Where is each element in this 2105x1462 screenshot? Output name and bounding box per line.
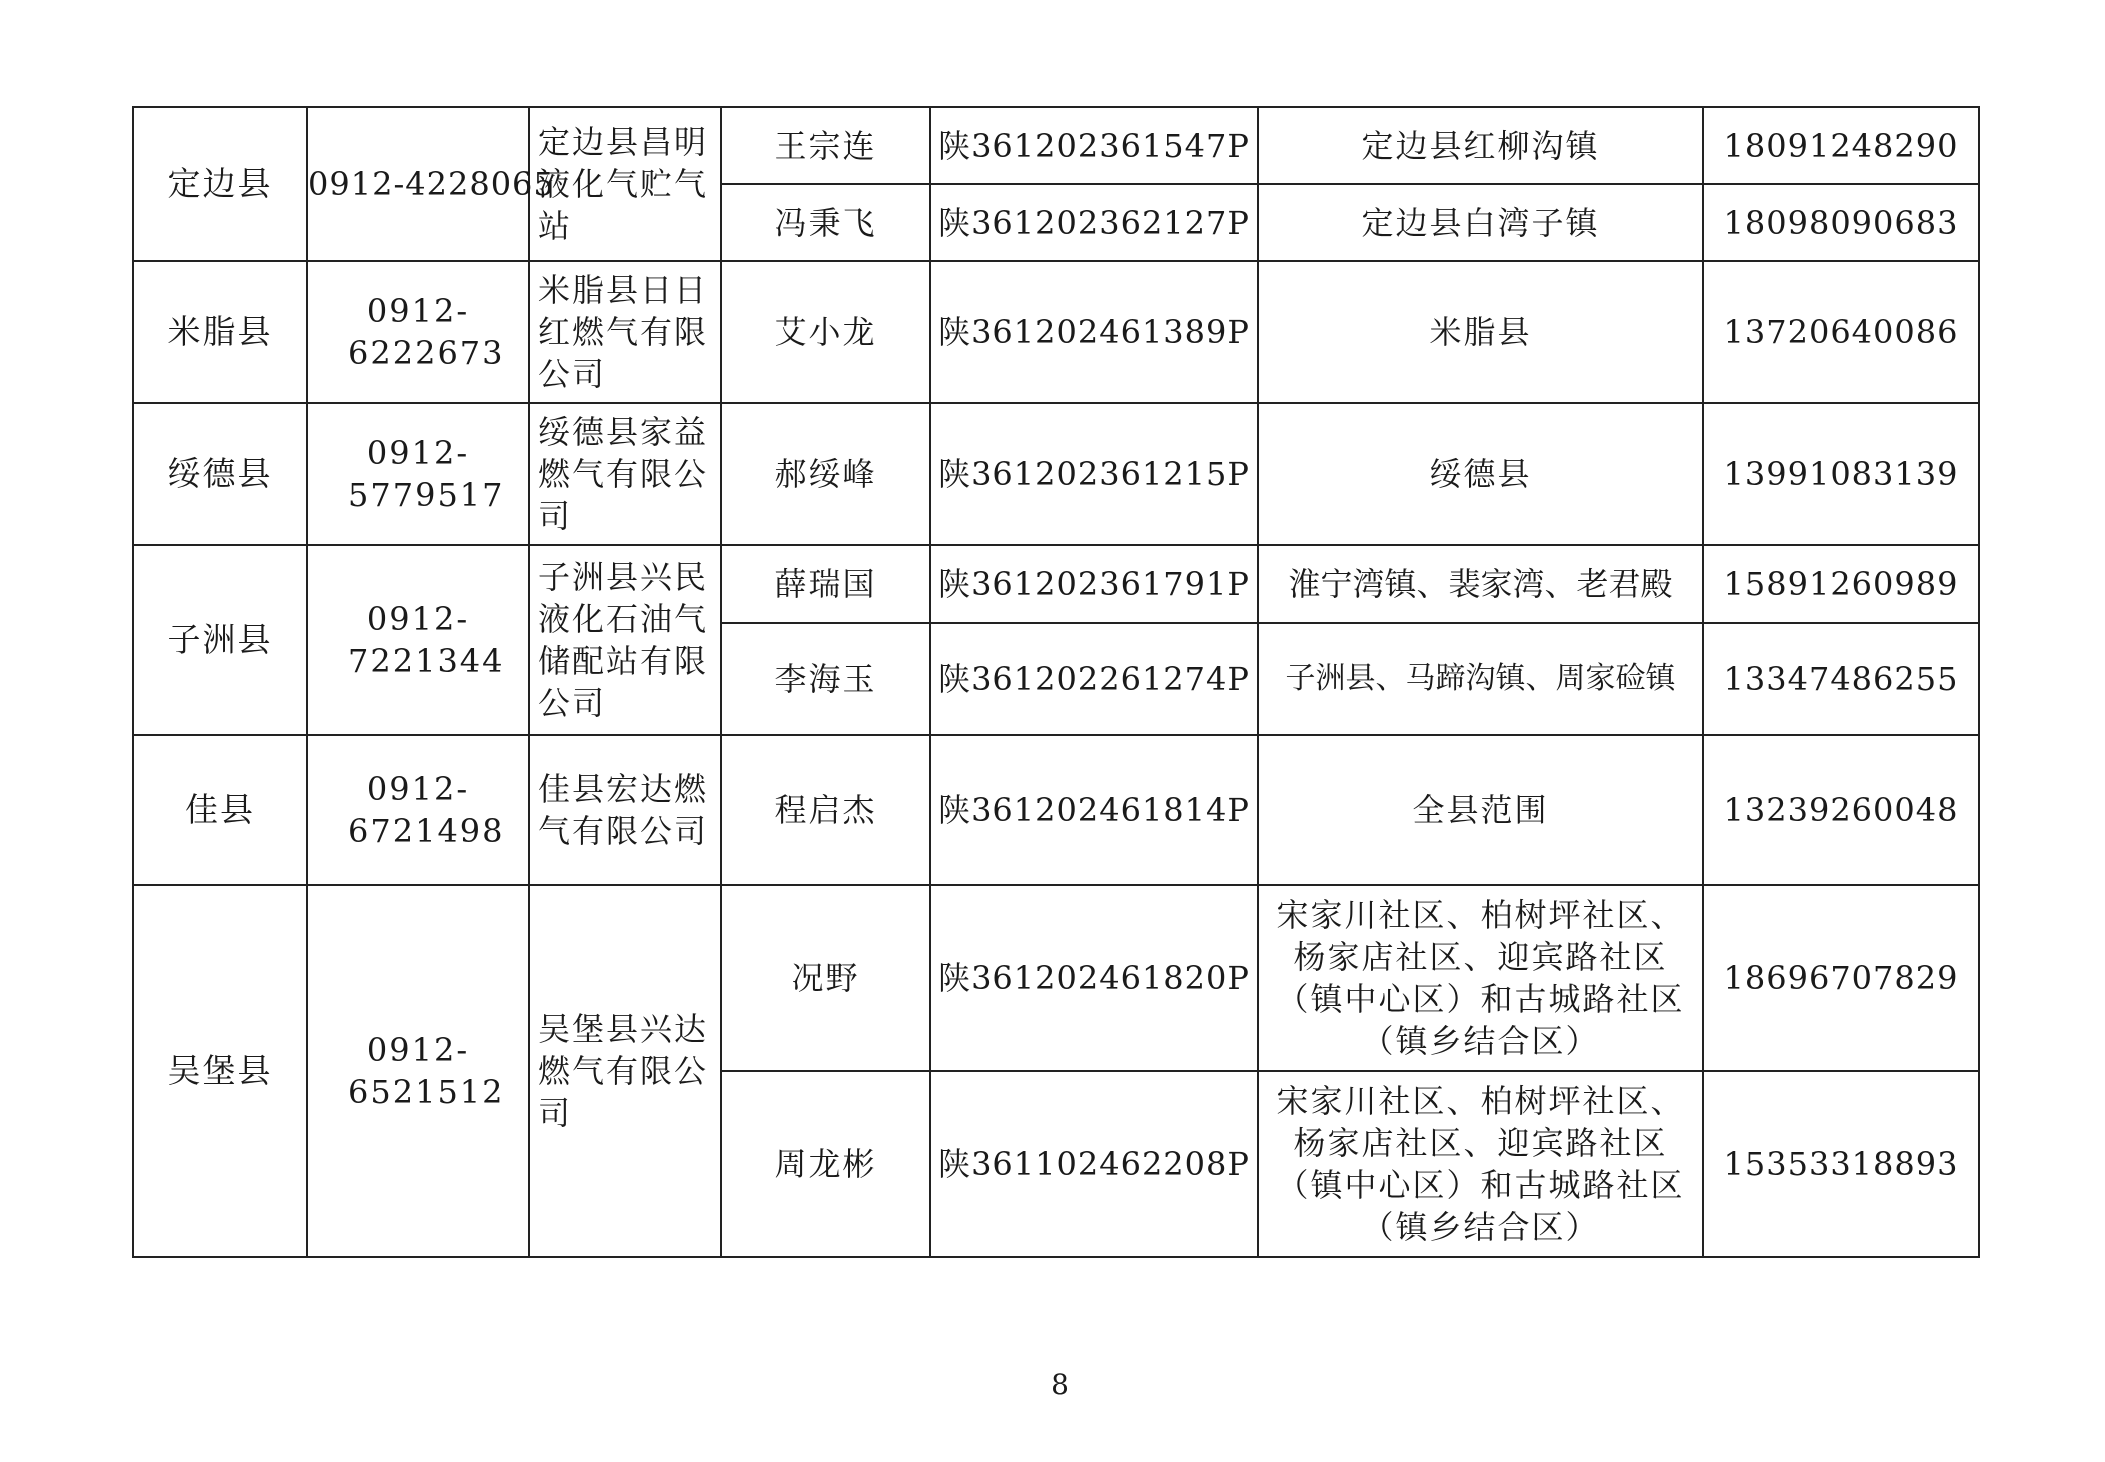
license-number-cell: 陕361202362127P — [930, 184, 1258, 261]
office-phone-cell: 0912-6222673 — [307, 261, 529, 403]
mobile-phone-cell: 13720640086 — [1703, 261, 1979, 403]
service-area-cell: 淮宁湾镇、裴家湾、老君殿 — [1258, 545, 1703, 623]
license-number-cell: 陕361102462208P — [930, 1071, 1258, 1257]
mobile-phone-cell: 18098090683 — [1703, 184, 1979, 261]
staff-name-cell: 周龙彬 — [721, 1071, 930, 1257]
county-cell: 定边县 — [133, 107, 307, 261]
license-number-cell: 陕361202261274P — [930, 623, 1258, 735]
service-area-cell: 宋家川社区、柏树坪社区、杨家店社区、迎宾路社区（镇中心区）和古城路社区（镇乡结合区） — [1258, 1071, 1703, 1257]
service-area-cell: 子洲县、马蹄沟镇、周家硷镇 — [1258, 623, 1703, 735]
service-area-cell: 米脂县 — [1258, 261, 1703, 403]
office-phone-cell: 0912-5779517 — [307, 403, 529, 545]
table-row — [133, 261, 1979, 403]
county-cell: 佳县 — [133, 735, 307, 885]
license-number-cell: 陕361202361791P — [930, 545, 1258, 623]
mobile-phone-cell: 18696707829 — [1703, 885, 1979, 1071]
license-number-cell: 陕361202461814P — [930, 735, 1258, 885]
staff-name-cell: 薛瑞国 — [721, 545, 930, 623]
table-row — [133, 107, 1979, 184]
table-row — [133, 545, 1979, 623]
table-row — [133, 885, 1979, 1071]
mobile-phone-cell: 15353318893 — [1703, 1071, 1979, 1257]
county-cell: 绥德县 — [133, 403, 307, 545]
service-area-cell: 定边县红柳沟镇 — [1258, 107, 1703, 184]
office-phone-cell: 0912-6521512 — [307, 885, 529, 1257]
company-cell: 佳县宏达燃气有限公司 — [529, 735, 721, 885]
county-cell: 子洲县 — [133, 545, 307, 735]
mobile-phone-cell: 15891260989 — [1703, 545, 1979, 623]
service-area-cell: 宋家川社区、柏树坪社区、杨家店社区、迎宾路社区（镇中心区）和古城路社区（镇乡结合区） — [1258, 885, 1703, 1071]
county-cell: 米脂县 — [133, 261, 307, 403]
mobile-phone-cell: 18091248290 — [1703, 107, 1979, 184]
service-area-cell: 绥德县 — [1258, 403, 1703, 545]
license-number-cell: 陕361202361547P — [930, 107, 1258, 184]
service-area-cell: 全县范围 — [1258, 735, 1703, 885]
contact-table — [132, 106, 1980, 1258]
license-number-cell: 陕361202361215P — [930, 403, 1258, 545]
staff-name-cell: 程启杰 — [721, 735, 930, 885]
license-number-cell: 陕361202461820P — [930, 885, 1258, 1071]
staff-name-cell: 冯秉飞 — [721, 184, 930, 261]
staff-name-cell: 王宗连 — [721, 107, 930, 184]
table-row — [133, 735, 1979, 885]
license-number-cell: 陕361202461389P — [930, 261, 1258, 403]
company-cell: 绥德县家益燃气有限公司 — [529, 403, 721, 545]
company-cell: 米脂县日日红燃气有限公司 — [529, 261, 721, 403]
office-phone-cell: 0912-7221344 — [307, 545, 529, 735]
staff-name-cell: 郝绥峰 — [721, 403, 930, 545]
staff-name-cell: 李海玉 — [721, 623, 930, 735]
company-cell: 定边县昌明液化气贮气站 — [529, 107, 721, 261]
table-row — [133, 403, 1979, 545]
staff-name-cell: 况野 — [721, 885, 930, 1071]
office-phone-cell: 0912-4228065 — [307, 107, 529, 261]
company-cell: 吴堡县兴达燃气有限公司 — [529, 885, 721, 1257]
office-phone-cell: 0912-6721498 — [307, 735, 529, 885]
mobile-phone-cell: 13347486255 — [1703, 623, 1979, 735]
service-area-cell: 定边县白湾子镇 — [1258, 184, 1703, 261]
page-number: 8 — [1051, 1368, 1069, 1401]
mobile-phone-cell: 13991083139 — [1703, 403, 1979, 545]
county-cell: 吴堡县 — [133, 885, 307, 1257]
company-cell: 子洲县兴民液化石油气储配站有限公司 — [529, 545, 721, 735]
staff-name-cell: 艾小龙 — [721, 261, 930, 403]
mobile-phone-cell: 13239260048 — [1703, 735, 1979, 885]
